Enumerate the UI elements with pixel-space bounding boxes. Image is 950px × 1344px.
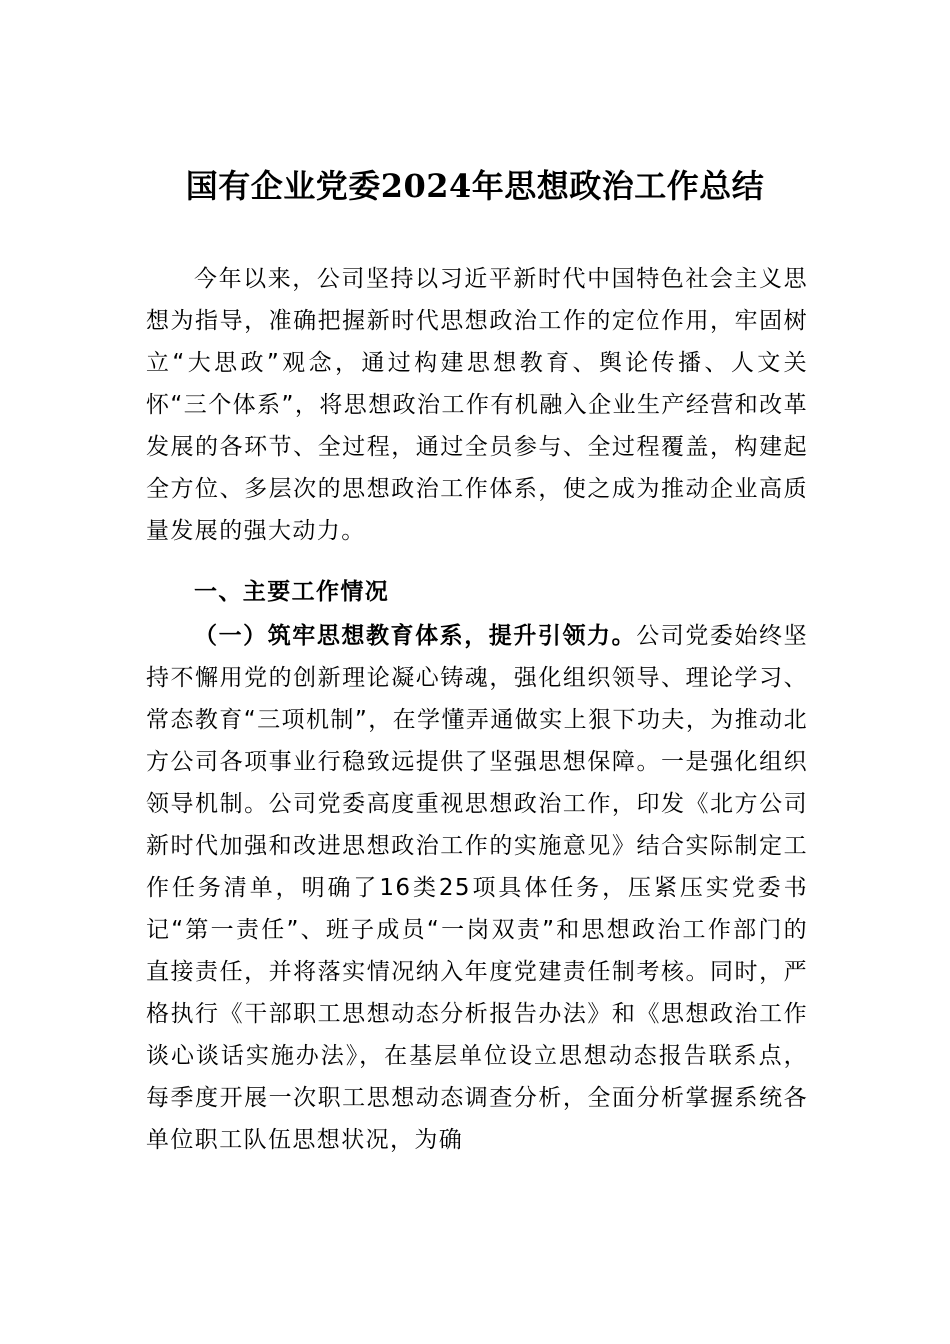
intro-paragraph: 今年以来，公司坚持以习近平新时代中国特色社会主义思想为指导，准确把握新时代思想政治工作的定位作用，牢固树立“大思政”观念，通过构建思想教育、舆论传播、人文关怀“三个体系”，将思想政治工作有机融入企业生产经营和改革发展的各环节、全过程，通过全员参与、全过程覆盖，构建起全方位、多层次的思想政治工作体系，使之成为推动企业高质量发展的强大动力。 xyxy=(146,266,808,544)
document-title: 国有企业党委2024年思想政治工作总结 xyxy=(185,167,765,205)
subsection-lead: （一）筑牢思想教育体系，提升引领力。 xyxy=(194,623,637,649)
section-heading: 一、主要工作情况 xyxy=(194,579,390,605)
subsection-paragraph xyxy=(146,615,808,1161)
subsection-text: 公司党委始终坚持不懈用党的创新理论凝心铸魂，强化组织领导、理论学习、常态教育“三项机制”，在学懂弄通做实上狠下功夫，为推动北方公司各项事业行稳致远提供了坚强思想保障。一是强化组织领导机制。公司党委高度重视思想政治工作，印发《北方公司新时代加强和改进思想政治工作的实施意见》结合实际制定工作任务清单，明确了16类25项具体任务，压紧压实党委书记“第一责任”、班子成员“一岗双责”和思想政治工作部门的直接责任，并将落实情况纳入年度党建责任制考核。同时，严格执行《干部职工思想动态分析报告办法》和《思想政治工作谈心谈话实施办法》，在基层单位设立思想动态报告联系点，每季度开展一次职工思想动态调查分析，全面分析掌握系统各单位职工队伍思想状况，为确 xyxy=(146,623,808,1153)
